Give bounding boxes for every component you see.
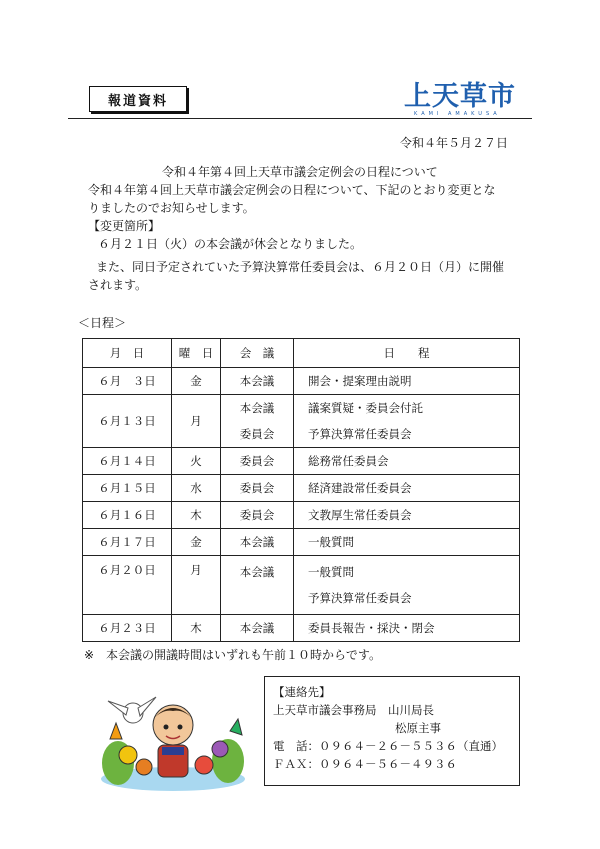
document-title: 令和４年第４回上天草市議会定例会の日程について <box>162 165 438 179</box>
row-item-line: 予算決算常任委員会 <box>308 427 412 441</box>
row-meeting-line: 本会議 <box>239 401 275 415</box>
row-date: ６月１３日 <box>83 395 172 448</box>
row-meeting: 本会議 <box>221 529 294 556</box>
table-row <box>83 368 520 395</box>
row-meeting: 本会議 <box>221 615 294 642</box>
contact-box <box>264 676 520 786</box>
row-meeting <box>221 395 294 448</box>
row-day: 月 <box>172 395 221 448</box>
contact-phone: 電 話：０９６４－２６－５５３６（直通） <box>273 739 503 753</box>
logo-subtext: KAMI AMAKUSA <box>414 111 501 117</box>
row-item: 開会・提案理由説明 <box>294 368 520 395</box>
contact-person: 松原主事 <box>395 721 441 735</box>
row-item <box>294 556 520 615</box>
city-logo <box>404 82 522 118</box>
contact-fax: ＦＡＸ：０９６４－５６－４９３６ <box>273 757 457 771</box>
row-date: ６月１４日 <box>83 448 172 475</box>
row-item-line: 議案質疑・委員会付託 <box>308 401 423 415</box>
row-item: 経済建設常任委員会 <box>294 475 520 502</box>
row-date: ６月１５日 <box>83 475 172 502</box>
row-item-line: 一般質問 <box>308 565 354 579</box>
header-date: 月 日 <box>83 339 172 368</box>
row-day: 木 <box>172 502 221 529</box>
press-release-label: 報道資料 <box>89 86 187 112</box>
row-meeting-line <box>221 585 293 611</box>
table-row <box>83 502 520 529</box>
header-day: 曜 日 <box>172 339 221 368</box>
table-header-row <box>83 339 520 368</box>
row-item <box>294 395 520 448</box>
row-meeting: 委員会 <box>221 502 294 529</box>
schedule-table <box>82 338 520 642</box>
header-schedule: 日 程 <box>294 339 520 368</box>
contact-heading: 【連絡先】 <box>273 685 331 699</box>
row-meeting-line: 委員会 <box>239 427 275 441</box>
row-meeting <box>221 556 294 615</box>
schedule-heading: ＜日程＞ <box>78 316 127 330</box>
row-meeting-line: 本会議 <box>239 565 275 579</box>
row-day: 月 <box>172 556 221 615</box>
contact-org: 上天草市議会事務局 山川局長 <box>273 703 434 717</box>
release-date: 令和４年５月２７日 <box>400 136 509 150</box>
mascot-illustration <box>98 683 248 793</box>
row-item: 委員長報告・採決・閉会 <box>294 615 520 642</box>
row-date: ６月２０日 <box>83 556 172 615</box>
intro-line-1: 令和４年第４回上天草市議会定例会の日程について、下記のとおり変更とな <box>88 183 496 197</box>
row-item-line: 予算決算常任委員会 <box>308 591 412 605</box>
header-meeting: 会 議 <box>221 339 294 368</box>
intro-line-2: りましたのでお知らせします。 <box>88 201 255 215</box>
row-item: 文教厚生常任委員会 <box>294 502 520 529</box>
row-day: 金 <box>172 368 221 395</box>
row-day: 金 <box>172 529 221 556</box>
change-line: ６月２１日（火）の本会議が休会となりました。 <box>98 237 363 251</box>
row-date: ６月１７日 <box>83 529 172 556</box>
row-meeting: 委員会 <box>221 475 294 502</box>
table-row <box>83 556 520 615</box>
row-item: 総務常任委員会 <box>294 448 520 475</box>
meeting-time-note: ※ 本会議の開議時間はいずれも午前１０時からです。 <box>84 648 381 662</box>
table-row <box>83 395 520 448</box>
row-meeting: 委員会 <box>221 448 294 475</box>
row-date: ６月２３日 <box>83 615 172 642</box>
header-divider <box>68 118 532 119</box>
table-row <box>83 529 520 556</box>
change-heading: 【変更箇所】 <box>88 219 161 233</box>
row-day: 木 <box>172 615 221 642</box>
row-item: 一般質問 <box>294 529 520 556</box>
row-day: 火 <box>172 448 221 475</box>
table-row <box>83 475 520 502</box>
also-line-1: また、同日予定されていた予算決算常任委員会は、６月２０日（月）に開催 <box>96 260 505 274</box>
table-row <box>83 615 520 642</box>
also-line-2: されます。 <box>88 278 148 292</box>
table-row <box>83 448 520 475</box>
row-date: ６月１６日 <box>83 502 172 529</box>
row-date: ６月 ３日 <box>83 368 172 395</box>
logo-text: 上天草市 <box>404 81 516 112</box>
row-day: 水 <box>172 475 221 502</box>
row-meeting: 本会議 <box>221 368 294 395</box>
